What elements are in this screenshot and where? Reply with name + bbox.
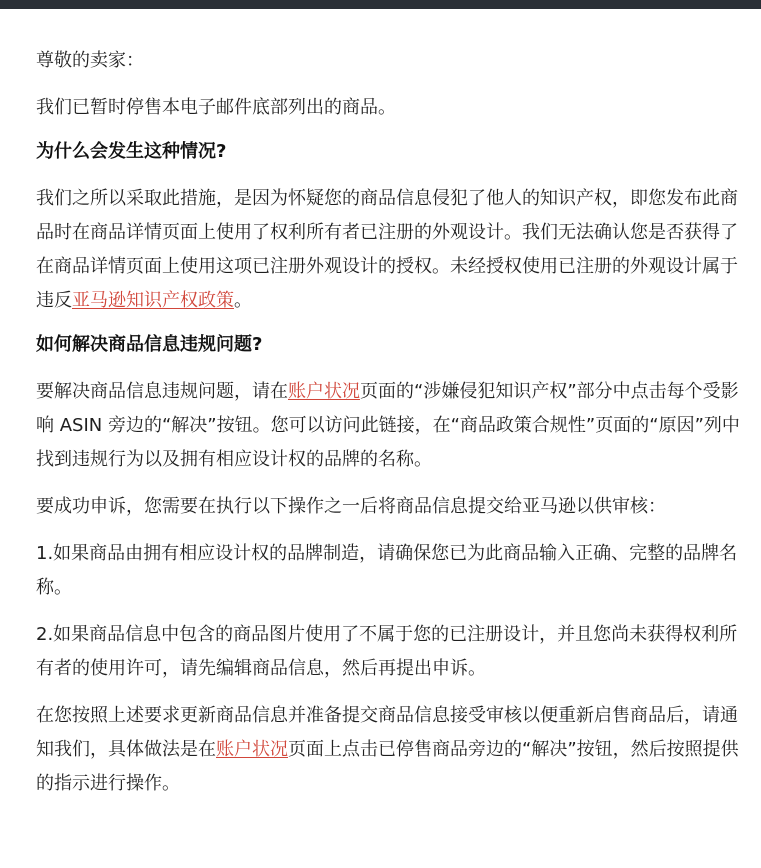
why-text-after-link: 。 <box>234 290 252 311</box>
final-text-after-link: 页面上点击已停售商品旁边的“解决”按钮，然后按照提供的指示进行操作。 <box>36 739 739 794</box>
how-text-before-link: 要解决商品信息违规问题，请在 <box>36 381 288 402</box>
greeting: 尊敬的卖家： <box>36 50 144 71</box>
how-text-after-link: 页面的“涉嫌侵犯知识产权”部分中点击每个受影响 ASIN 旁边的“解决”按钮。您可以访问此链接，在“商品政策合规性”页面的“原因”列中找到违规行为以及拥有相应设计权的品牌的名称。 <box>36 381 740 470</box>
heading-why: 为什么会发生这种情况? <box>36 141 227 162</box>
account-health-link[interactable]: 账户状况 <box>288 381 360 402</box>
final-paragraph <box>36 699 742 801</box>
email-body <box>36 44 742 801</box>
intro-paragraph: 我们已暂时停售本电子邮件底部列出的商品。 <box>36 97 396 118</box>
appeal-intro: 要成功申诉，您需要在执行以下操作之一后将商品信息提交给亚马逊以供审核： <box>36 496 666 517</box>
why-paragraph <box>36 182 742 318</box>
ip-policy-link[interactable]: 亚马逊知识产权政策 <box>72 290 234 311</box>
top-bar <box>0 0 761 9</box>
final-text-before-link: 在您按照上述要求更新商品信息并准备提交商品信息接受审核以便重新启售商品后，请通知我们，具体做法是在 <box>36 705 738 760</box>
option-2: 2.如果商品信息中包含的商品图片使用了不属于您的已注册设计，并且您尚未获得权利所有者的使用许可，请先编辑商品信息，然后再提出申诉。 <box>36 624 738 679</box>
how-paragraph <box>36 375 742 477</box>
account-health-link-2[interactable]: 账户状况 <box>216 739 288 760</box>
option-1: 1.如果商品由拥有相应设计权的品牌制造，请确保您已为此商品输入正确、完整的品牌名称。 <box>36 543 738 598</box>
heading-how: 如何解决商品信息违规问题? <box>36 334 263 355</box>
why-text-before-link: 我们之所以采取此措施，是因为怀疑您的商品信息侵犯了他人的知识产权，即您发布此商品时在商品详情页面上使用了权利所有者已注册的外观设计。我们无法确认您是否获得了在商品详情页面上使用这项已注册外观设计的授权。未经授权使用已注册的外观设计属于违反 <box>36 188 738 311</box>
